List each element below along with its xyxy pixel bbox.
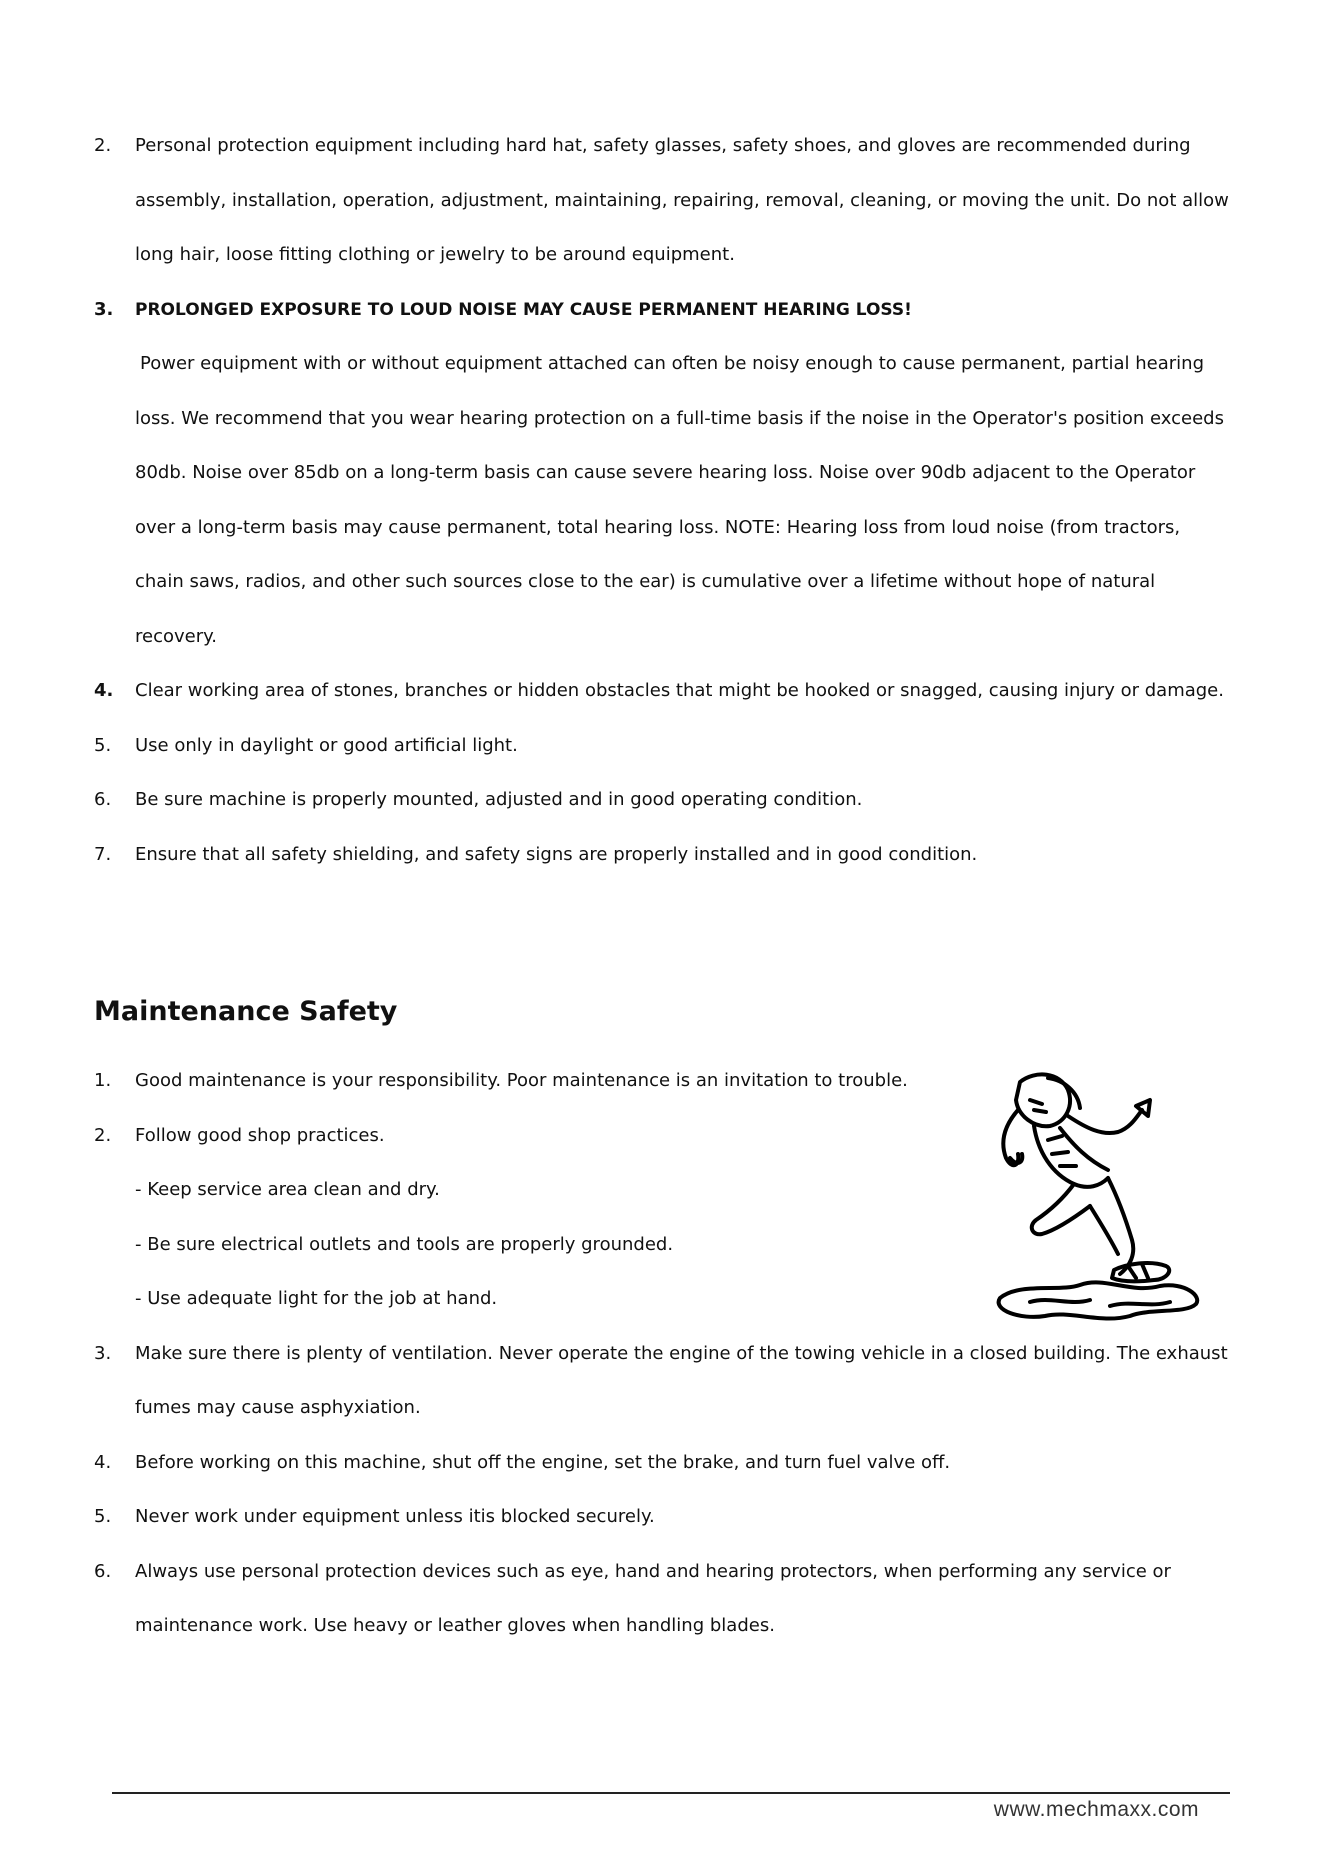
- item-text: Be sure machine is properly mounted, adjusted and in good operating condition.: [135, 789, 863, 810]
- item-number: 2.: [94, 1124, 112, 1146]
- item-number: 6.: [94, 1560, 112, 1582]
- item-text: Clear working area of stones, branches or hidden obstacles that might be hooked or snagged, causing injury or damage.: [135, 680, 1224, 701]
- general-safety-list: [94, 119, 1234, 882]
- item-text: Never work under equipment unless itis blocked securely.: [135, 1506, 655, 1527]
- item-text: Follow good shop practices.: [135, 1124, 385, 1146]
- list-item: [94, 1490, 1234, 1545]
- list-item: [94, 773, 1234, 828]
- sub-item: - Use adequate light for the job at hand.: [135, 1288, 498, 1309]
- list-item: [94, 1436, 1234, 1491]
- item-number: 1.: [94, 1070, 112, 1091]
- list-item: [94, 664, 1234, 719]
- item-number: 5.: [94, 1506, 112, 1527]
- list-item: [94, 828, 1234, 883]
- list-item: [94, 719, 1234, 774]
- slipping-man-illustration: [990, 1070, 1205, 1325]
- item-text: Before working on this machine, shut off the engine, set the brake, and turn fuel valve off.: [135, 1451, 951, 1473]
- list-item: [94, 119, 1234, 283]
- item-text: Always use personal protection devices such as eye, hand and hearing protectors, when performing any service or maintenance work. Use heavy or leather gloves when handling blades.: [135, 1560, 1171, 1636]
- sub-item: - Be sure electrical outlets and tools are properly grounded.: [135, 1233, 674, 1255]
- item-text: Ensure that all safety shielding, and safety signs are properly installed and in good condition.: [135, 843, 978, 865]
- item-number: 7.: [94, 843, 112, 865]
- item-number: 2.: [94, 135, 112, 156]
- item-text: Power equipment with or without equipment attached can often be noisy enough to cause permanent, partial hearing loss. We recommend that you wear hearing protection on a full-time basis if the noise in the Operator's position exceeds 80db. Noise over 85db on a long-term basis can cause severe hearing loss. Noise over 90db adjacent to the Operator over a long-term basis may cause permanent, total hearing loss. NOTE: Hearing loss from loud noise (from tractors, chain saws, radios, and other such sources close to the ear) is cumulative over a lifetime without hope of natural recovery.: [135, 353, 1224, 647]
- sub-item: - Keep service area clean and dry.: [135, 1179, 440, 1200]
- item-number: 5.: [94, 734, 112, 756]
- item-number: 3.: [94, 1342, 112, 1364]
- item-number: 4.: [94, 680, 114, 701]
- item-number: 3.: [94, 298, 114, 320]
- item-number: 6.: [94, 789, 112, 810]
- footer-website: www.mechmaxx.com: [993, 1798, 1199, 1821]
- list-item: [94, 1327, 1234, 1436]
- section-title: Maintenance Safety: [94, 996, 398, 1027]
- item-text: Good maintenance is your responsibility. Poor maintenance is an invitation to trouble.: [135, 1070, 908, 1091]
- item-text: Use only in daylight or good artificial light.: [135, 734, 518, 756]
- item-text: Personal protection equipment including hard hat, safety glasses, safety shoes, and gloves are recommended during assembly, installation, operation, adjustment, maintaining, repairing, removal, cleaning, or moving the unit. Do not allow long hair, loose fitting clothing or jewelry to be around equipment.: [135, 135, 1229, 265]
- list-item: [94, 283, 1234, 665]
- item-number: 4.: [94, 1451, 112, 1473]
- item-text: Make sure there is plenty of ventilation. Never operate the engine of the towing vehicle in a closed building. The exhaust fumes may cause asphyxiation.: [135, 1342, 1228, 1418]
- list-item: [94, 1545, 1234, 1654]
- noise-warning-heading: PROLONGED EXPOSURE TO LOUD NOISE MAY CAUSE PERMANENT HEARING LOSS!: [135, 299, 912, 320]
- footer-divider: [112, 1792, 1230, 1794]
